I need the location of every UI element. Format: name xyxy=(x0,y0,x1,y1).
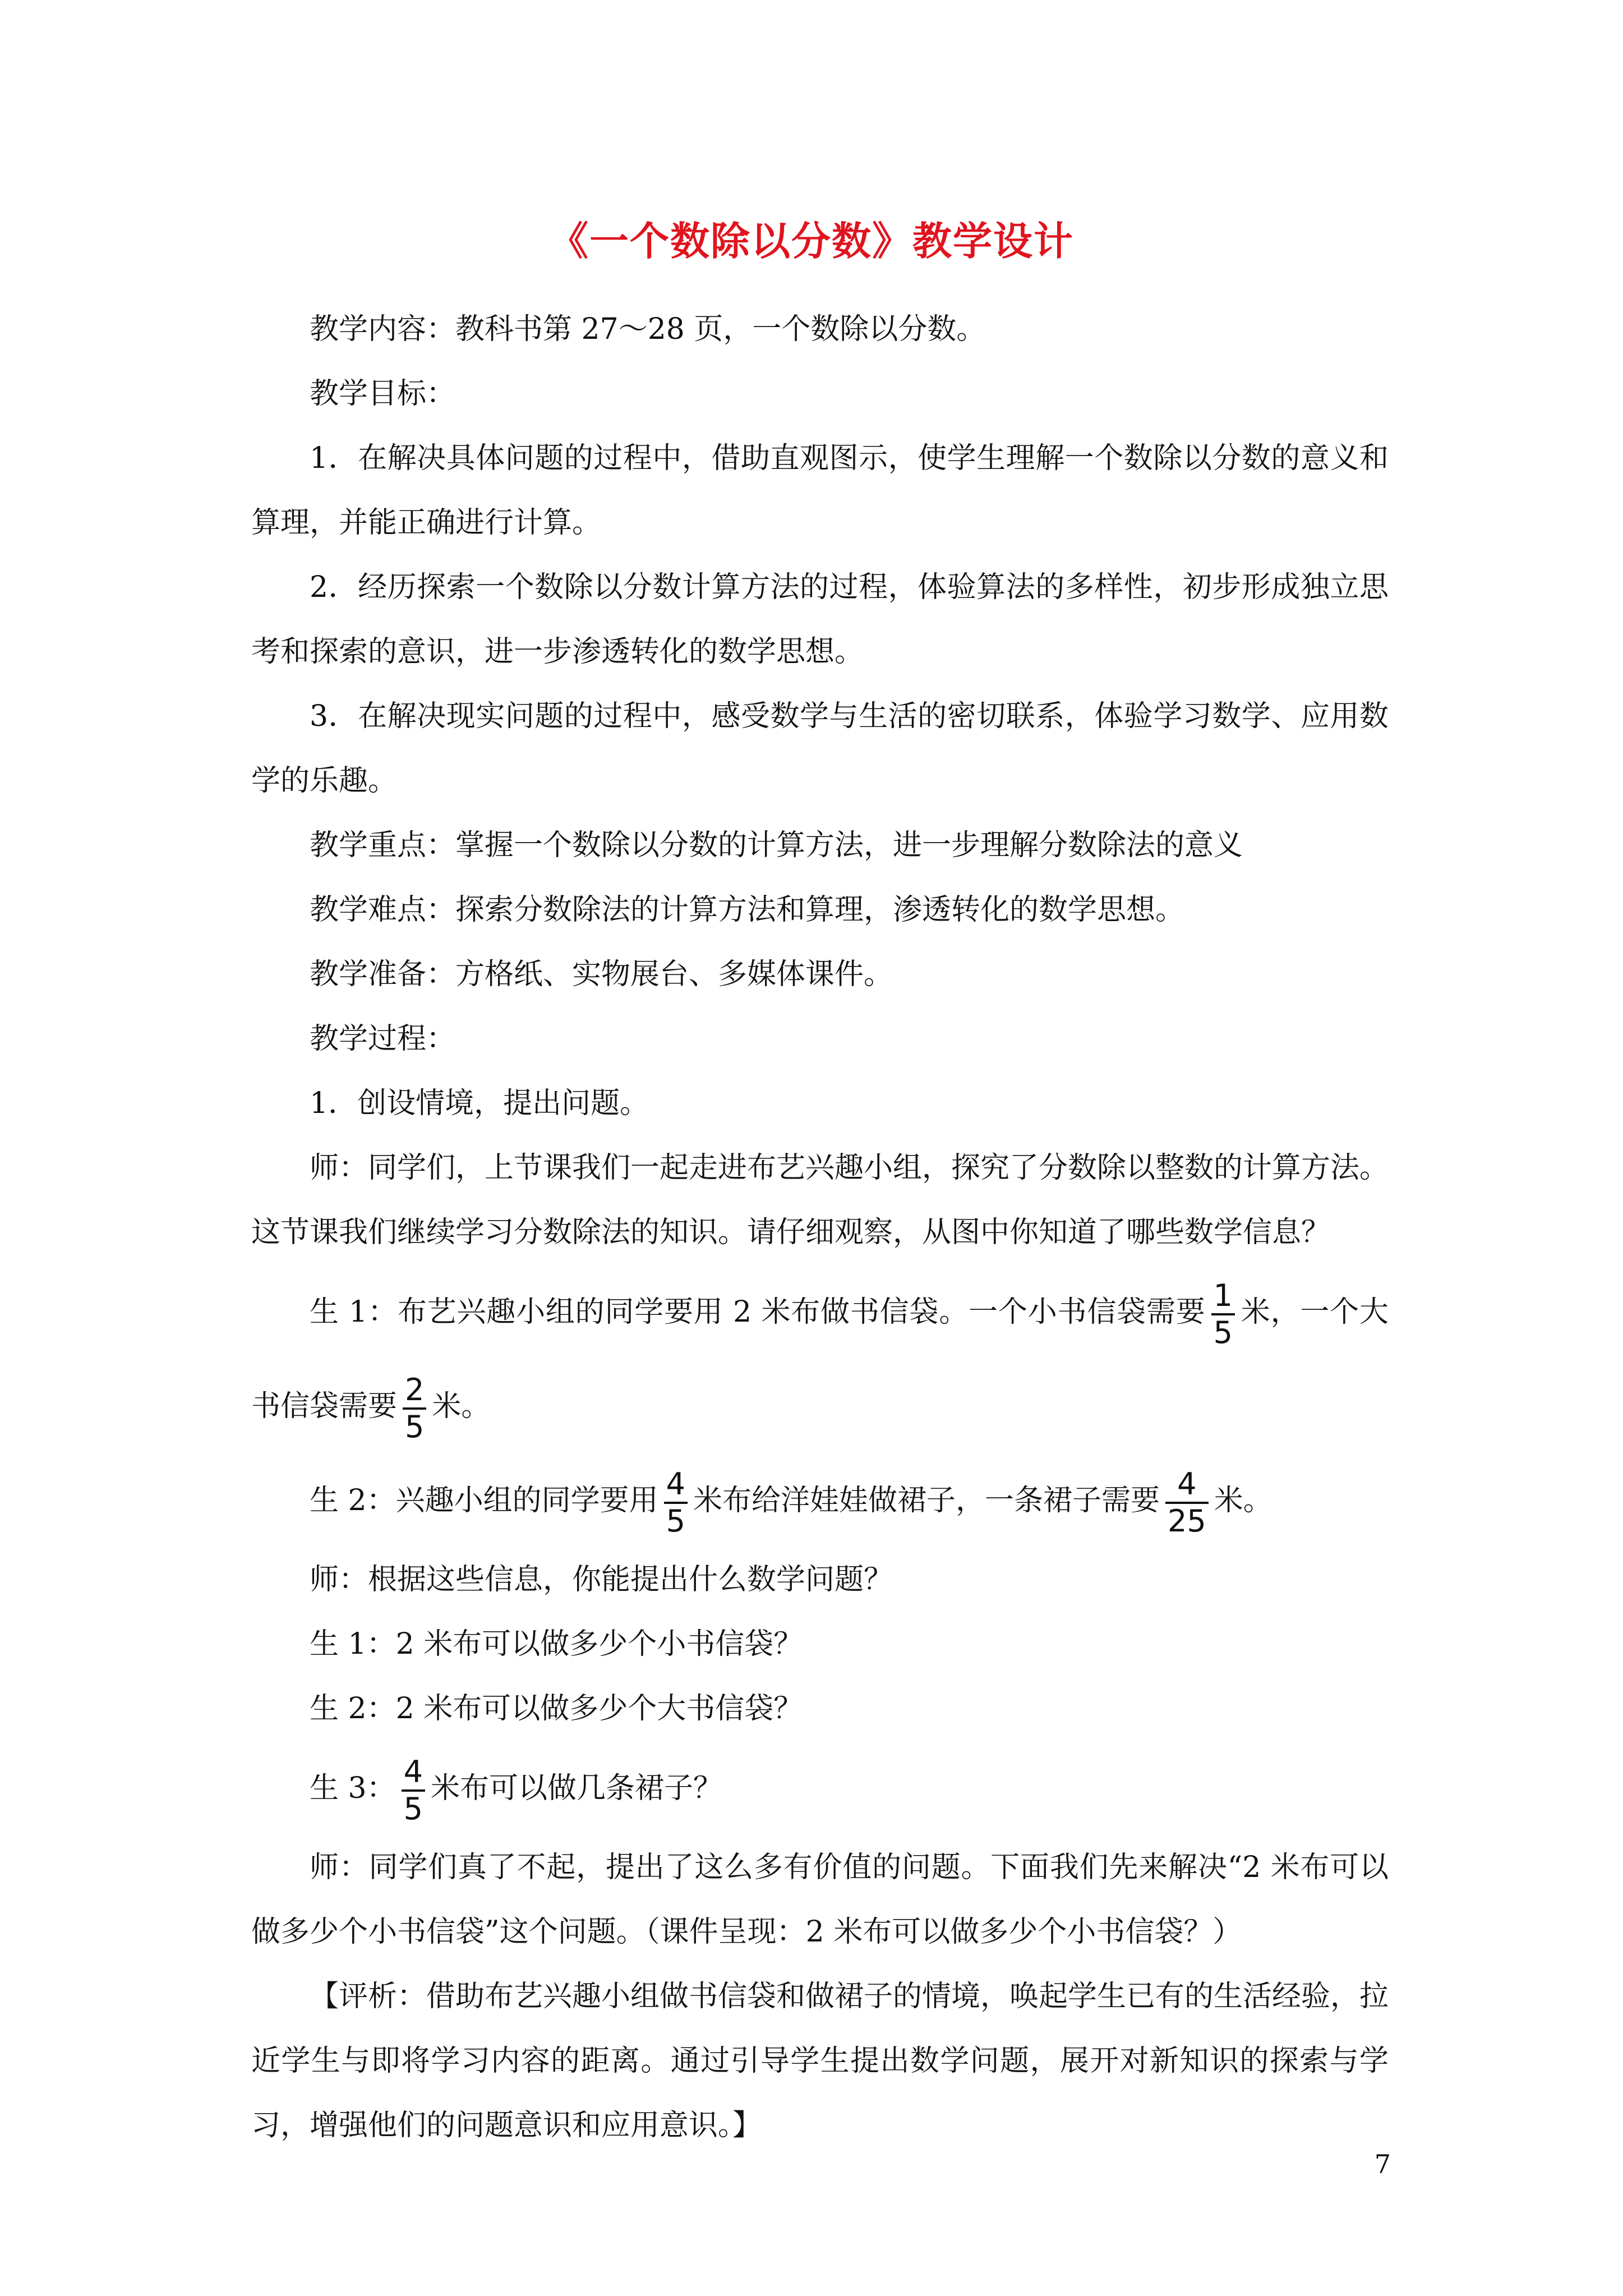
process-heading: 教学过程： xyxy=(310,1022,456,1056)
fraction-denominator: 5 xyxy=(403,1791,423,1826)
teacher-remark-1: 师：同学们，上节课我们一起走进布艺兴趣小组，探究了分数除以整数的计算方法。这节课我们继续学习分数除法的知识。请仔细观察，从图中你知道了哪些数学信息？ xyxy=(251,1151,1389,1249)
student-2-text-c: 米。 xyxy=(1214,1484,1272,1517)
document-title: 《一个数除以分数》教学设计 xyxy=(549,218,1074,264)
fraction-numerator: 2 xyxy=(405,1372,425,1407)
review-comment: 【评析：借助布艺兴趣小组做书信袋和做裙子的情境，唤起学生已有的生活经验，拉近学生与即将学习内容的距离。通过引导学生提出数学问题，展开对新知识的探索与学习，增强他们的问题意识和应用意识。】 xyxy=(251,1980,1389,2142)
fraction-numerator: 1 xyxy=(1213,1277,1233,1313)
goal-3: 3．在解决现实问题的过程中，感受数学与生活的密切联系，体验学习数学、应用数学的乐趣。 xyxy=(251,700,1389,798)
question-1: 生 1：2 米布可以做多少个小书信袋？ xyxy=(310,1627,803,1661)
student-1-text-b: 米，一个大书信袋需要 xyxy=(251,1295,1389,1423)
student-1-text-c: 米。 xyxy=(432,1389,491,1423)
fraction-4-5 xyxy=(402,1755,425,1826)
preparation: 教学准备：方格纸、实物展台、多媒体课件。 xyxy=(310,958,893,991)
student-2-info xyxy=(251,1453,1389,1548)
difficulty: 教学难点：探索分数除法的计算方法和算理，渗透转化的数学思想。 xyxy=(310,893,1185,927)
question-3-text-a: 生 3： xyxy=(310,1772,396,1805)
fraction-denominator: 5 xyxy=(405,1409,425,1444)
fraction-numerator: 4 xyxy=(403,1754,423,1789)
teacher-remark-2: 师：根据这些信息，你能提出什么数学问题？ xyxy=(310,1563,893,1596)
goal-1: 1．在解决具体问题的过程中，借助直观图示，使学生理解一个数除以分数的意义和算理，并能正确进行计算。 xyxy=(251,441,1389,540)
goals-heading: 教学目标： xyxy=(310,377,456,411)
teacher-remark-3: 师：同学们真了不起，提出了这么多有价值的问题。下面我们先来解决“2 米布可以做多少个小书信袋”这个问题。（课件呈现：2 米布可以做多少个小书信袋？） xyxy=(251,1851,1389,1949)
fraction-denominator: 5 xyxy=(666,1503,685,1539)
fraction-denominator: 25 xyxy=(1168,1503,1206,1539)
fraction-4-25 xyxy=(1165,1467,1209,1539)
question-3 xyxy=(251,1741,1389,1835)
fraction-2-5 xyxy=(403,1373,426,1444)
fraction-denominator: 5 xyxy=(1213,1314,1233,1350)
student-2-text-b: 米布给洋娃娃做裙子，一条裙子需要 xyxy=(693,1484,1160,1517)
goal-2: 2．经历探索一个数除以分数计算方法的过程，体验算法的多样性，初步形成独立思考和探索的意识，进一步渗透转化的数学思想。 xyxy=(251,570,1389,669)
key-point: 教学重点：掌握一个数除以分数的计算方法，进一步理解分数除法的意义 xyxy=(310,829,1243,862)
document-body xyxy=(251,297,1389,2158)
student-1-text-a: 生 1：布艺兴趣小组的同学要用 2 米布做书信袋。一个小书信袋需要 xyxy=(310,1295,1206,1329)
step-1: 1．创设情境，提出问题。 xyxy=(310,1087,649,1120)
question-3-text-b: 米布可以做几条裙子？ xyxy=(430,1772,722,1805)
student-1-info xyxy=(251,1265,1389,1453)
student-2-text-a: 生 2：兴趣小组的同学要用 xyxy=(310,1484,658,1517)
fraction-4-5 xyxy=(664,1467,688,1539)
page-number: 7 xyxy=(1374,2149,1391,2179)
teaching-content: 教学内容：教科书第 27～28 页，一个数除以分数。 xyxy=(310,312,986,346)
fraction-1-5 xyxy=(1211,1278,1235,1350)
fraction-numerator: 4 xyxy=(666,1466,685,1502)
question-2: 生 2：2 米布可以做多少个大书信袋？ xyxy=(310,1692,803,1726)
fraction-numerator: 4 xyxy=(1177,1466,1197,1502)
